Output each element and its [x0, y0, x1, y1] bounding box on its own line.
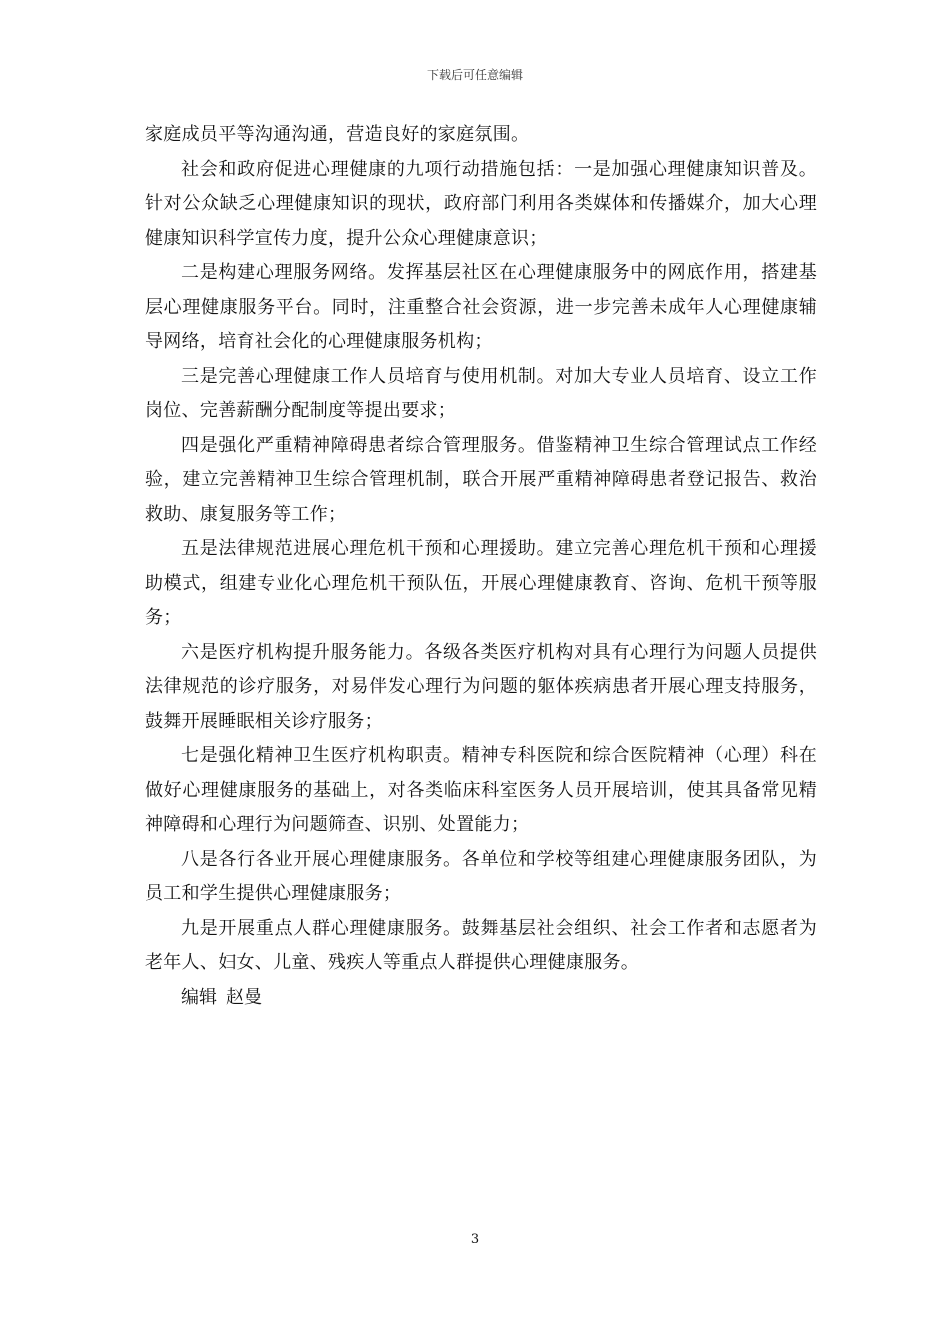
- document-body: [145, 118, 817, 1015]
- editor-label: 编辑: [181, 986, 217, 1008]
- paragraph-measure-7: 七是强化精神卫生医疗机构职责。精神专科医院和综合医院精神（心理）科在做好心理健康服务的基础上，对各类临床科室医务人员开展培训，使其具备常见精神障碍和心理行为问题筛查、识别、处置能力；: [145, 745, 817, 835]
- paragraph-measure-2: 二是构建心理服务网络。发挥基层社区在心理健康服务中的网底作用，搭建基层心理健康服务平台。同时，注重整合社会资源，进一步完善未成年人心理健康辅导网络，培育社会化的心理健康服务机构；: [145, 262, 817, 352]
- page-header-note: 下载后可任意编辑: [426, 68, 523, 82]
- paragraph-measure-9: 九是开展重点人群心理健康服务。鼓舞基层社会组织、社会工作者和志愿者为老年人、妇女、儿童、残疾人等重点人群提供心理健康服务。: [145, 917, 817, 973]
- paragraph-measure-6: 六是医疗机构提升服务能力。各级各类医疗机构对具有心理行为问题人员提供法律规范的诊疗服务，对易伴发心理行为问题的躯体疾病患者开展心理支持服务，鼓舞开展睡眠相关诊疗服务；: [145, 641, 817, 732]
- page-number: 3: [470, 1232, 480, 1247]
- editor-name: 赵曼: [226, 986, 262, 1008]
- paragraph-measure-3: 三是完善心理健康工作人员培育与使用机制。对加大专业人员培育、设立工作岗位、完善薪酬分配制度等提出要求；: [145, 365, 817, 421]
- editor-credit: [145, 981, 817, 1016]
- paragraph-measure-5: 五是法律规范进展心理危机干预和心理援助。建立完善心理危机干预和心理援助模式，组建专业化心理危机干预队伍，开展心理健康教育、咨询、危机干预等服务；: [145, 538, 817, 628]
- paragraph-family-communication: 家庭成员平等沟通沟通，营造良好的家庭氛围。: [145, 124, 530, 145]
- paragraph-measure-1: 社会和政府促进心理健康的九项行动措施包括：一是加强心理健康知识普及。针对公众缺乏心理健康知识的现状，政府部门利用各类媒体和传播媒介，加大心理健康知识科学宣传力度，提升公众心理健康意识；: [145, 158, 817, 249]
- paragraph-measure-4: 四是强化严重精神障碍患者综合管理服务。借鉴精神卫生综合管理试点工作经验，建立完善精神卫生综合管理机制，联合开展严重精神障碍患者登记报告、救治救助、康复服务等工作；: [145, 434, 817, 525]
- paragraph-measure-8: 八是各行各业开展心理健康服务。各单位和学校等组建心理健康服务团队，为员工和学生提供心理健康服务；: [145, 848, 817, 904]
